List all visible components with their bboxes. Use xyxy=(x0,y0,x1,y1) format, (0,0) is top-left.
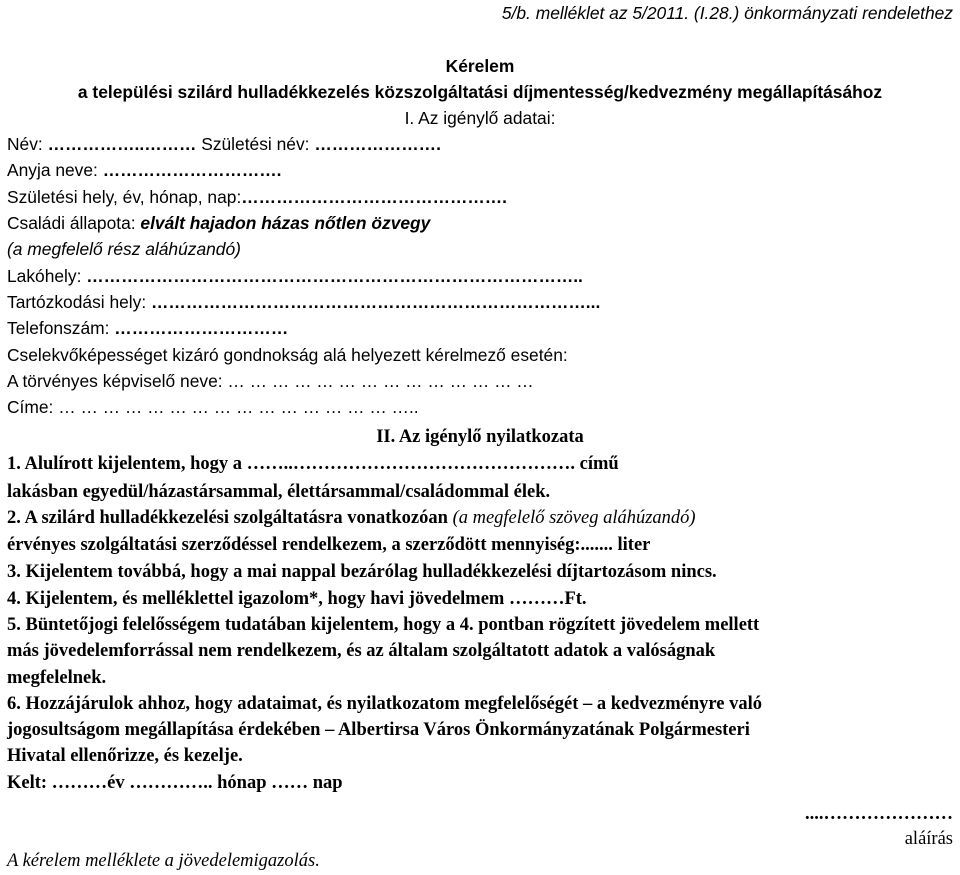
statement-1-line-2: lakásban egyedül/házastársammal, élettársammal/családommal élek. xyxy=(7,482,551,502)
statement-1-text: 1. Alulírott kijelentem, hogy a xyxy=(7,454,247,474)
marital-status-options[interactable]: elvált hajadon házas nőtlen özvegy xyxy=(140,213,431,233)
statement-2-line-2: érvényes szolgáltatási szerződéssel rendelkezem, a szerződött mennyiség:....... liter xyxy=(7,535,651,555)
statement-3: 3. Kijelentem továbbá, hogy a mai nappal bezárólag hulladékkezelési díjtartozásom nincs. xyxy=(7,562,717,582)
birth-data-row xyxy=(7,184,953,210)
marital-status-row xyxy=(7,210,953,236)
birth-data-field[interactable]: ………………………………………. xyxy=(241,187,507,207)
dwelling-field[interactable]: ……..………………………………………. xyxy=(246,454,580,474)
attachment-note: A kérelem melléklete a jövedelemigazolás. xyxy=(7,851,320,871)
mother-name-row xyxy=(7,157,953,183)
phone-field[interactable]: ………………………… xyxy=(114,318,289,338)
name-field[interactable]: ……………..……… xyxy=(47,134,202,154)
birth-name-label: Születési név: xyxy=(201,134,315,154)
date-line[interactable]: Kelt: ………év ………….. hónap …… nap xyxy=(7,773,343,793)
marital-status-label: Családi állapota: xyxy=(7,213,141,233)
statement-2-text: 2. A szilárd hulladékkezelési szolgáltatásra vonatkozóan xyxy=(7,508,453,528)
representative-address-field[interactable]: … … … … … … … … … … … … … … … ….. xyxy=(58,397,419,417)
representative-address-label: Címe: xyxy=(7,397,59,417)
representative-address-row xyxy=(7,394,953,420)
form-title: Kérelem xyxy=(445,56,515,76)
signature-label: aláírás xyxy=(904,829,953,849)
annex-reference: 5/b. melléklet az 5/2011. (I.28.) önkormányzati rendelethez xyxy=(501,3,953,23)
statement-4: 4. Kijelentem, és melléklettel igazolom*, hogy havi jövedelmem ………Ft. xyxy=(7,589,587,609)
statement-6-line-3: Hivatal ellenőrizze, és kezelje. xyxy=(7,746,243,766)
statement-5-line-3: megfelelnek. xyxy=(7,668,107,688)
section-2-heading: II. Az igénylő nyilatkozata xyxy=(376,427,584,447)
statement-6-line-1: 6. Hozzájárulok ahhoz, hogy adataimat, és nyilatkozatom megfelelőségét – a kedvezményre való xyxy=(7,694,762,714)
marital-status-note: (a megfelelő rész aláhúzandó) xyxy=(7,239,241,259)
statement-6-line-2: jogosultságom megállapítása érdekében – Albertirsa Város Önkormányzatának Polgármesteri xyxy=(7,720,750,740)
statement-5-line-2: más jövedelemforrással nem rendelkezem, és az általam szolgáltatott adatok a valóságnak xyxy=(7,641,716,661)
residence-row xyxy=(7,289,953,315)
birth-data-label: Születési hely, év, hónap, nap: xyxy=(7,187,242,207)
birth-name-field[interactable]: …………………. xyxy=(314,134,441,154)
statement-2-note: (a megfelelő szöveg aláhúzandó) xyxy=(452,508,696,528)
representative-name-row xyxy=(7,368,953,394)
address-label: Lakóhely: xyxy=(7,266,87,286)
signature-line[interactable]: ....………………… xyxy=(805,804,953,824)
phone-label: Telefonszám: xyxy=(7,318,115,338)
address-field[interactable]: ………………………………………………………………………….. xyxy=(86,266,583,286)
representative-name-field[interactable]: … … … … … … … … … … … … … … xyxy=(227,371,534,391)
name-row xyxy=(7,131,953,157)
statement-5-line-1: 5. Büntetőjogi felelősségem tudatában kijelentem, hogy a 4. pontban rögzített jövedelem mellett xyxy=(7,615,760,635)
mother-name-field[interactable]: …………………………. xyxy=(102,160,282,180)
statement-1-line-1 xyxy=(7,451,953,477)
phone-row xyxy=(7,315,953,341)
address-row xyxy=(7,263,953,289)
name-label: Név: xyxy=(7,134,48,154)
residence-field[interactable]: …………………………………………………………………... xyxy=(151,292,601,312)
statement-1-suffix: című xyxy=(579,454,619,474)
residence-label: Tartózkodási hely: xyxy=(7,292,152,312)
guardianship-text: Cselekvőképességet kizáró gondnokság alá helyezett kérelmező esetén: xyxy=(7,345,568,365)
statement-2-line-1 xyxy=(7,505,953,531)
mother-name-label: Anyja neve: xyxy=(7,160,103,180)
form-subtitle: a települési szilárd hulladékkezelés közszolgáltatási díjmentesség/kedvezmény megállapításához xyxy=(77,82,883,102)
section-1-heading: I. Az igénylő adatai: xyxy=(404,108,556,128)
representative-name-label: A törvényes képviselő neve: xyxy=(7,371,228,391)
